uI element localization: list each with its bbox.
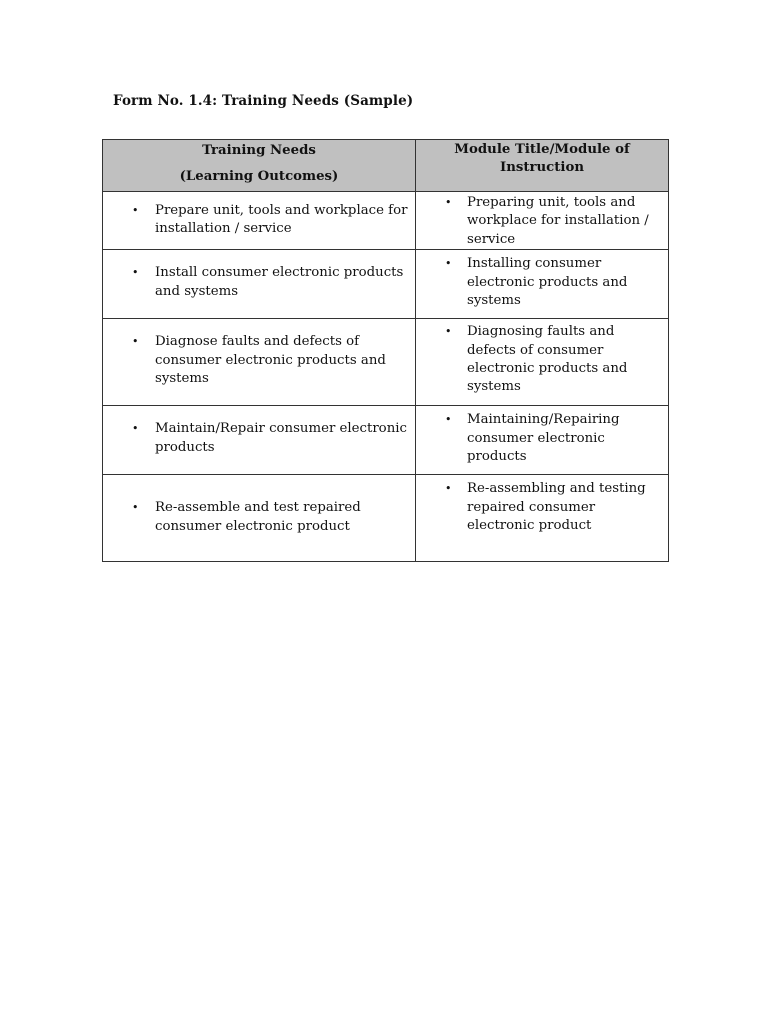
module-title-text: Preparing unit, tools and workplace for installation / service [467,195,649,247]
bullet-icon: • [445,482,452,496]
bullet-icon: • [132,266,139,280]
table-row [103,192,669,250]
bullet-icon: • [445,413,452,427]
table-header-row [103,140,669,192]
table-row [103,406,669,475]
bullet-icon: • [132,335,139,349]
module-title-cell [416,192,669,250]
header-module-title [416,140,669,192]
module-title-text: Re-assembling and testing repaired consumer electronic product [467,481,646,534]
bullet-icon: • [132,422,139,436]
bullet-icon: • [132,501,139,515]
training-need-text: Prepare unit, tools and workplace for installation / service [155,203,408,237]
form-title: Form No. 1.4: Training Needs (Sample) [113,93,414,109]
training-need-cell [103,319,416,406]
bullet-icon: • [445,196,452,209]
training-need-cell [103,192,416,250]
training-need-cell [103,406,416,475]
training-need-text: Re-assemble and test repaired consumer electronic product [155,500,361,534]
header-module-title-label: Module Title/Module of Instruction [454,142,630,175]
table-row [103,319,669,406]
module-title-cell [416,475,669,562]
table-row [103,250,669,319]
header-training-needs-label: Training Needs [202,143,316,158]
training-need-text: Maintain/Repair consumer electronic products [155,421,407,455]
header-training-needs [103,140,416,192]
header-learning-outcomes-label: (Learning Outcomes) [179,169,339,184]
module-title-cell [416,250,669,319]
bullet-icon: • [445,257,452,271]
training-need-cell [103,250,416,319]
training-need-cell [103,475,416,562]
training-need-text: Diagnose faults and defects of consumer electronic products and systems [155,334,386,387]
bullet-icon: • [132,204,139,217]
module-title-cell [416,319,669,406]
table-row [103,475,669,562]
bullet-icon: • [445,325,452,339]
training-need-text: Install consumer electronic products and systems [155,265,404,299]
module-title-text: Maintaining/Repairing consumer electronic products [467,412,620,465]
module-title-text: Diagnosing faults and defects of consumer electronic products and systems [467,324,628,395]
training-needs-table [102,139,669,562]
module-title-text: Installing consumer electronic products and systems [467,256,628,309]
module-title-cell [416,406,669,475]
